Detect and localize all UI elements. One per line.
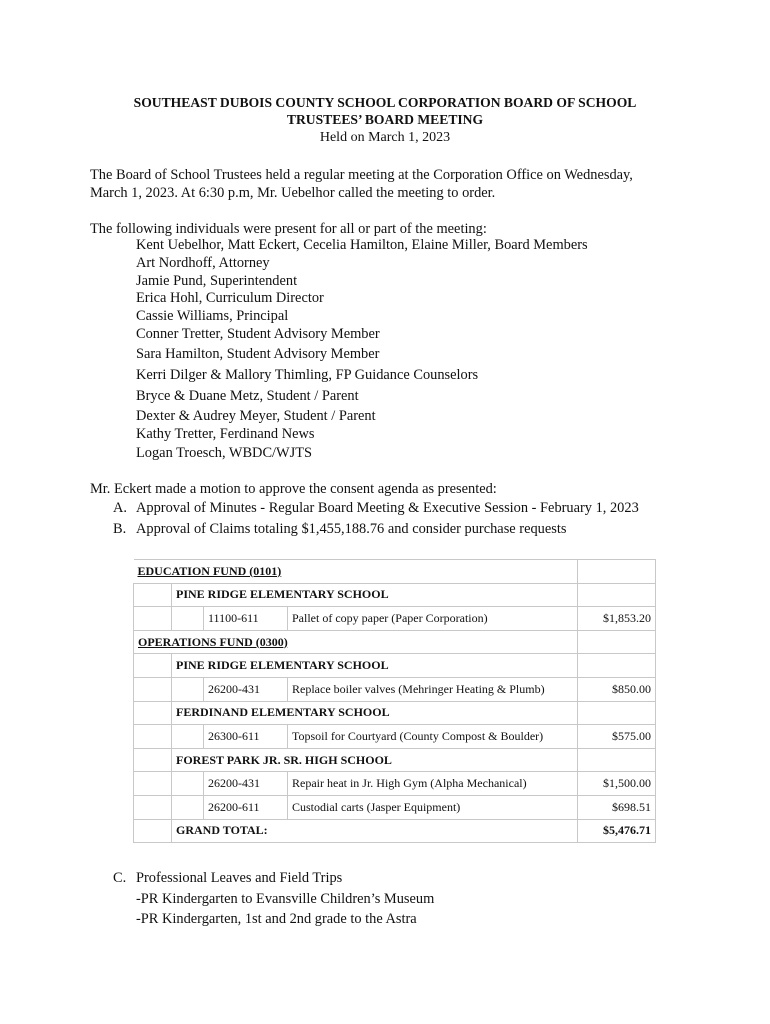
attendee-line: Kathy Tretter, Ferdinand News [136, 426, 315, 442]
fund-heading-label: EDUCATION FUND (0101) [137, 563, 282, 578]
account-code: 11100-611 [204, 607, 288, 631]
claim-description: Replace boiler valves (Mehringer Heating & Plumb) [288, 677, 578, 701]
list-marker: B. [113, 521, 127, 537]
list-marker: C. [113, 870, 127, 886]
claim-amount: $698.51 [578, 795, 656, 819]
attendee-line: Art Nordhoff, Attorney [136, 255, 270, 271]
claim-description: Repair heat in Jr. High Gym (Alpha Mechanical) [288, 772, 578, 796]
fund-heading [134, 630, 578, 654]
attendee-line: Sara Hamilton, Student Advisory Member [136, 346, 380, 362]
table-row [134, 795, 656, 819]
indent-cell [134, 748, 172, 772]
fund-heading [134, 560, 578, 584]
amount-cell [578, 748, 656, 772]
indent-cell [134, 795, 172, 819]
indent-cell [172, 725, 204, 749]
claim-description: Custodial carts (Jasper Equipment) [288, 795, 578, 819]
indent-cell [134, 772, 172, 796]
indent-cell [134, 654, 172, 678]
school-heading: FOREST PARK JR. SR. HIGH SCHOOL [172, 748, 578, 772]
intro-line-1: The Board of School Trustees held a regular meeting at the Corporation Office on Wednesday, [90, 167, 633, 183]
amount-cell [578, 701, 656, 725]
amount-cell [578, 630, 656, 654]
indent-cell [172, 607, 204, 631]
attendee-line: Conner Tretter, Student Advisory Member [136, 326, 380, 342]
field-trip-line: -PR Kindergarten to Evansville Children’s Museum [136, 891, 435, 907]
table-row [134, 583, 656, 607]
document-title-line1: SOUTHEAST DUBOIS COUNTY SCHOOL CORPORATION BOARD OF SCHOOL [133, 95, 637, 110]
table-row [134, 630, 656, 654]
table-row [134, 677, 656, 701]
table-row [134, 748, 656, 772]
attendee-line: Logan Troesch, WBDC/WJTS [136, 445, 313, 461]
attendee-line: Cassie Williams, Principal [136, 308, 289, 324]
list-marker: A. [113, 500, 127, 516]
attendance-heading: The following individuals were present for all or part of the meeting: [90, 221, 487, 237]
indent-cell [134, 725, 172, 749]
agenda-item-a [113, 500, 639, 517]
agenda-item-b [113, 521, 567, 538]
indent-cell [134, 819, 172, 843]
grand-total-label: GRAND TOTAL: [172, 819, 578, 843]
amount-cell [578, 560, 656, 584]
table-row [134, 772, 656, 796]
table-row [134, 560, 656, 584]
motion-text: Mr. Eckert made a motion to approve the consent agenda as presented: [90, 481, 497, 497]
attendee-line: Bryce & Duane Metz, Student / Parent [136, 388, 359, 404]
claim-amount: $1,853.20 [578, 607, 656, 631]
table-row [134, 701, 656, 725]
attendee-line: Dexter & Audrey Meyer, Student / Parent [136, 408, 376, 424]
attendee-line: Erica Hohl, Curriculum Director [136, 290, 324, 306]
claim-amount: $850.00 [578, 677, 656, 701]
claims-table [133, 559, 656, 843]
document-title-line2: TRUSTEES’ BOARD MEETING [286, 112, 484, 127]
fund-heading-label: OPERATIONS FUND (0300) [138, 634, 288, 649]
indent-cell [134, 677, 172, 701]
indent-cell [172, 772, 204, 796]
intro-line-2: March 1, 2023. At 6:30 p.m, Mr. Uebelhor called the meeting to order. [90, 185, 496, 201]
indent-cell [172, 795, 204, 819]
meeting-date: Held on March 1, 2023 [319, 130, 451, 145]
table-row [134, 654, 656, 678]
intro-paragraph [90, 166, 690, 202]
account-code: 26300-611 [204, 725, 288, 749]
agenda-item-text: Approval of Minutes - Regular Board Meeting & Executive Session - February 1, 2023 [136, 500, 639, 516]
amount-cell [578, 654, 656, 678]
agenda-item-text: Professional Leaves and Field Trips [136, 870, 343, 886]
school-heading: PINE RIDGE ELEMENTARY SCHOOL [172, 654, 578, 678]
table-row [134, 819, 656, 843]
grand-total-amount: $5,476.71 [578, 819, 656, 843]
attendee-line: Kerri Dilger & Mallory Thimling, FP Guidance Counselors [136, 367, 479, 383]
school-heading: PINE RIDGE ELEMENTARY SCHOOL [172, 583, 578, 607]
claim-description: Topsoil for Courtyard (County Compost & Boulder) [288, 725, 578, 749]
claim-amount: $575.00 [578, 725, 656, 749]
attendee-line: Jamie Pund, Superintendent [136, 273, 298, 289]
claim-amount: $1,500.00 [578, 772, 656, 796]
account-code: 26200-611 [204, 795, 288, 819]
account-code: 26200-431 [204, 677, 288, 701]
claim-description: Pallet of copy paper (Paper Corporation) [288, 607, 578, 631]
agenda-item-text: Approval of Claims totaling $1,455,188.76 and consider purchase requests [136, 521, 567, 537]
table-row [134, 607, 656, 631]
indent-cell [134, 607, 172, 631]
indent-cell [134, 701, 172, 725]
account-code: 26200-431 [204, 772, 288, 796]
amount-cell [578, 583, 656, 607]
school-heading: FERDINAND ELEMENTARY SCHOOL [172, 701, 578, 725]
field-trip-line: -PR Kindergarten, 1st and 2nd grade to the Astra [136, 911, 417, 927]
indent-cell [134, 583, 172, 607]
table-row [134, 725, 656, 749]
indent-cell [172, 677, 204, 701]
attendee-line: Kent Uebelhor, Matt Eckert, Cecelia Hamilton, Elaine Miller, Board Members [136, 237, 588, 253]
agenda-item-c [113, 870, 343, 887]
